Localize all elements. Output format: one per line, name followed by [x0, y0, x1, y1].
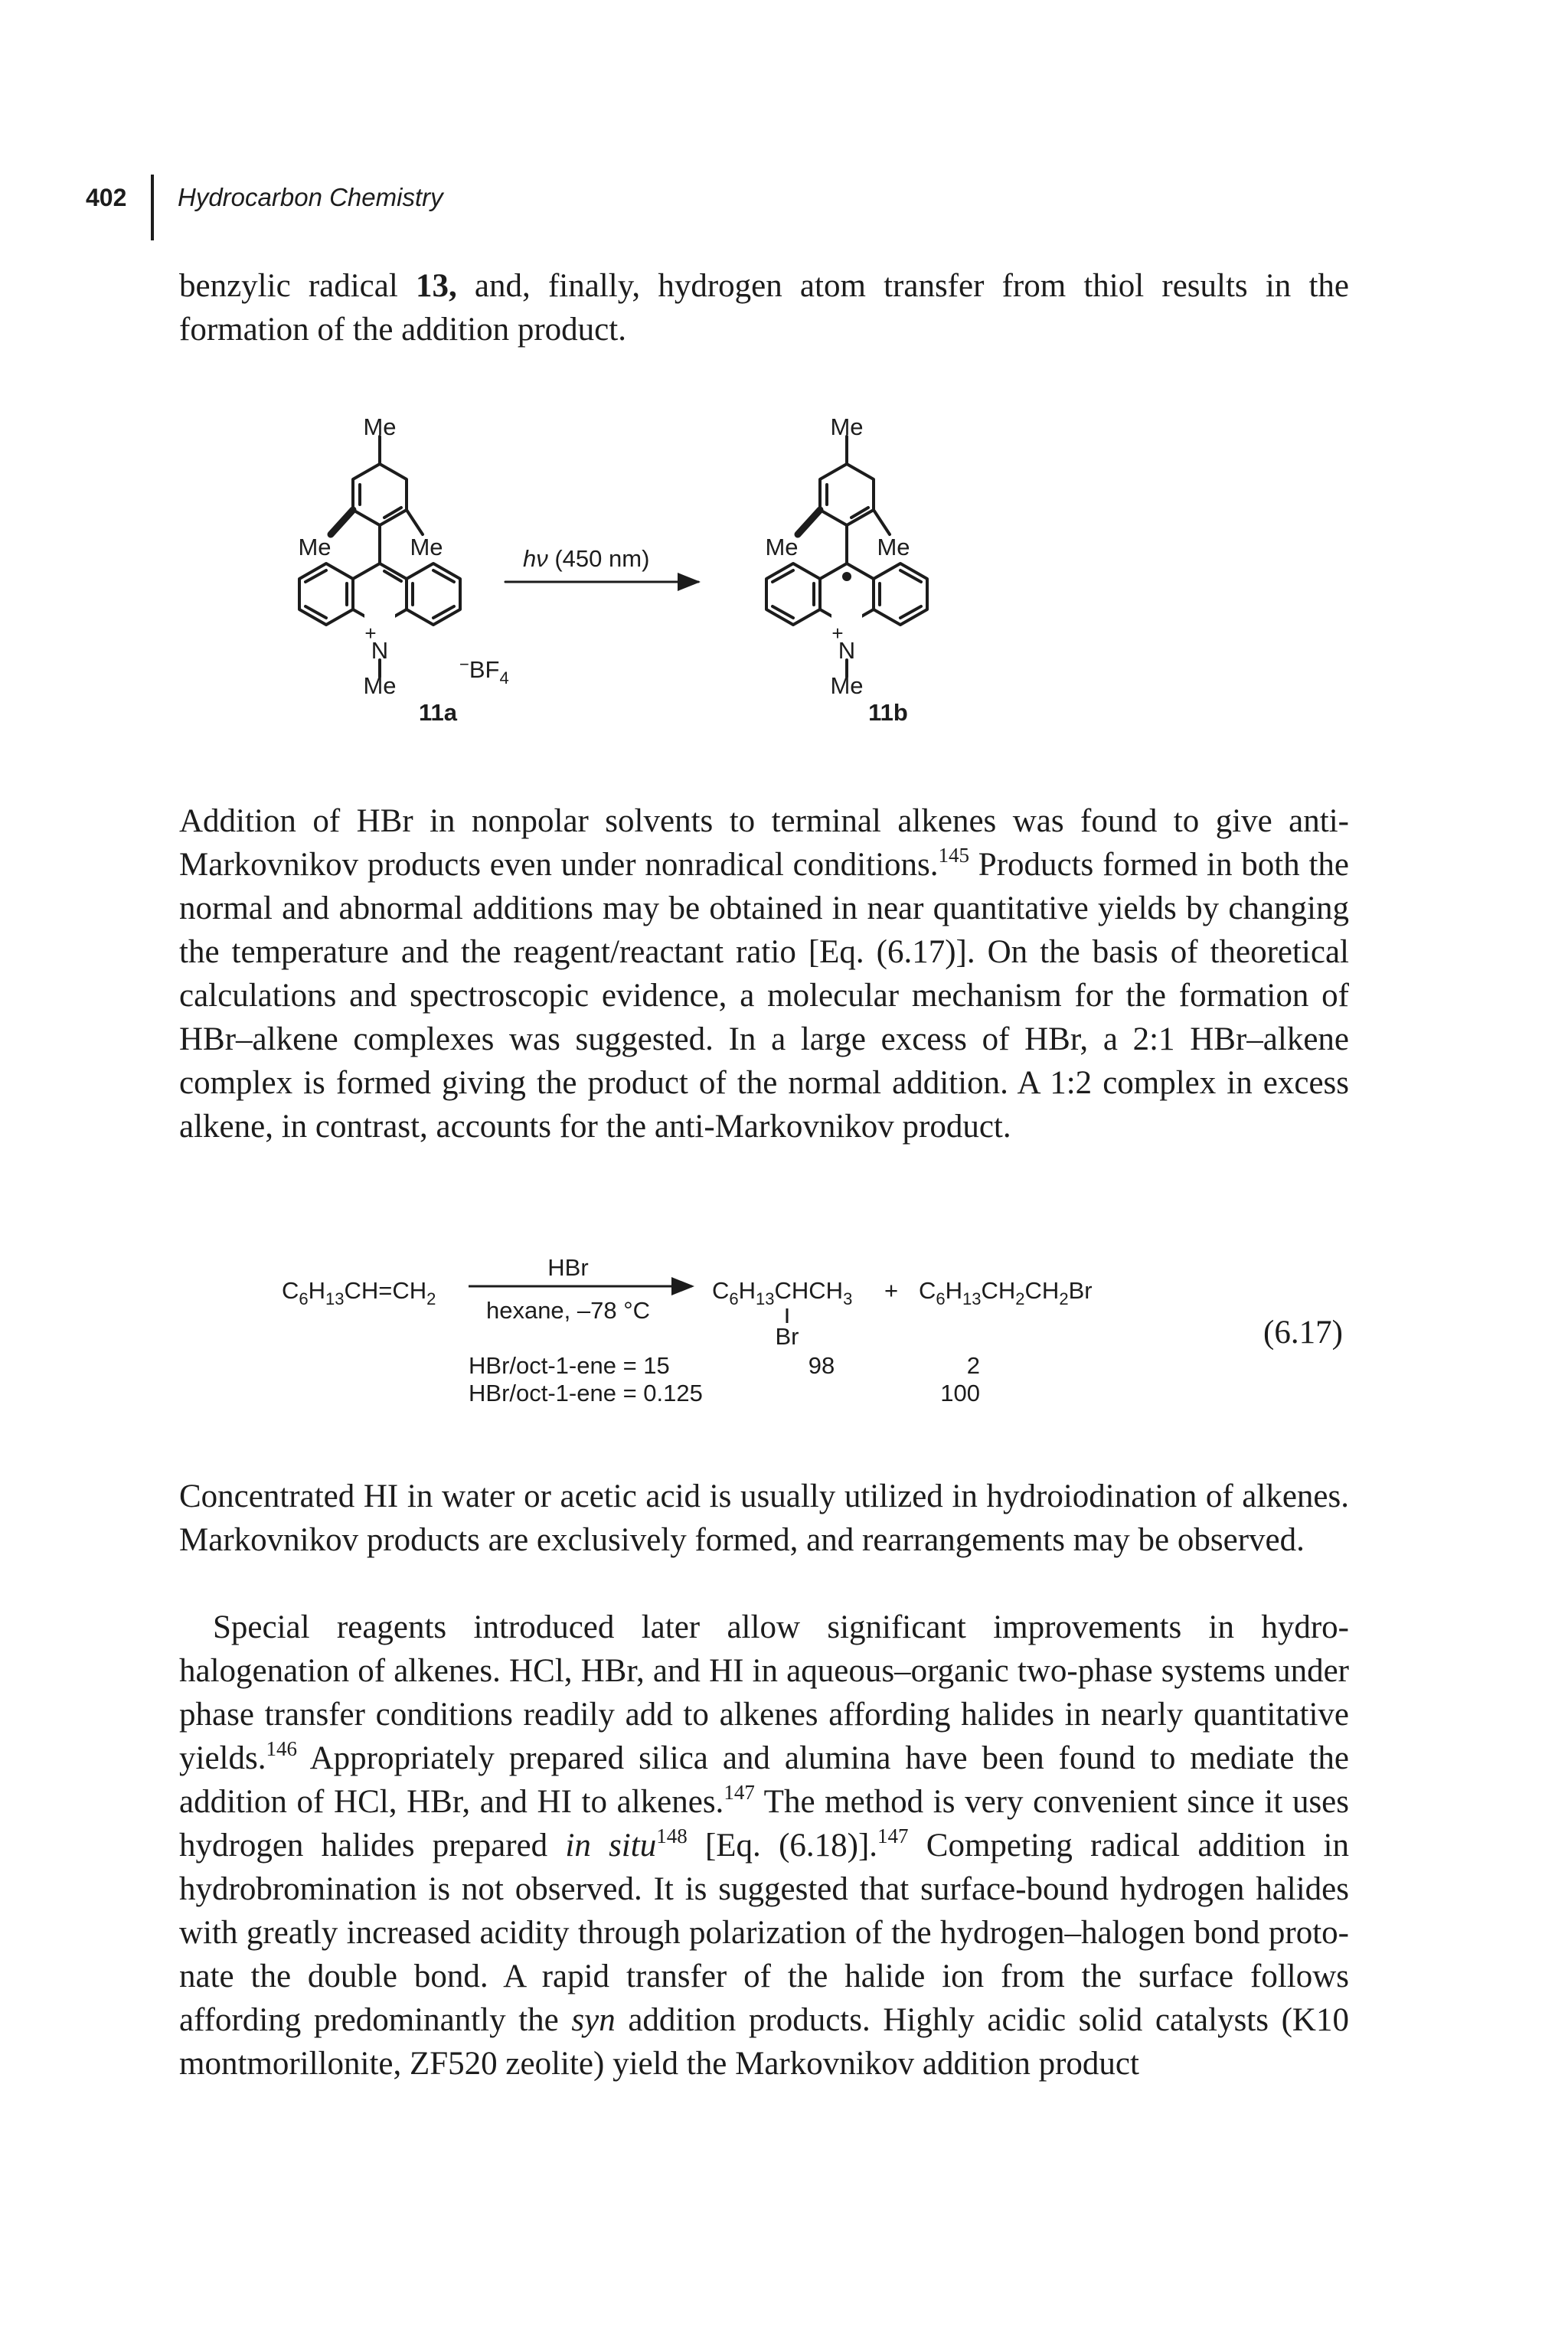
- bromo-substituent: Br: [775, 1323, 799, 1350]
- paragraph-3: Concentrated HI in water or acetic acid is usually utilized in hydroiodination of alkenes. Markovnikov products are exclusively formed, and rearrangements may be observed.: [179, 1478, 1349, 1558]
- page-number: 402: [86, 184, 127, 211]
- reference-147: 147: [877, 1824, 909, 1847]
- paragraph-1: benzylic radical 13, and, finally, hydrogen atom transfer from thiol results in the formation of the addition product.: [179, 268, 1350, 348]
- italic-in-situ: in situ: [565, 1828, 657, 1864]
- product-anti-markovnikov: $C_6H_{13}CH_2CH_2Br$: [919, 1277, 1093, 1308]
- reference-145: 145: [938, 844, 970, 867]
- equation-number: (6.17): [1263, 1315, 1343, 1351]
- positive-charge: +: [831, 622, 844, 645]
- plus-sign: +: [884, 1277, 899, 1304]
- positive-charge: +: [364, 622, 377, 645]
- compound-label-11b: 11b: [868, 699, 908, 726]
- compound-ref-13: 13,: [416, 268, 457, 304]
- reagent-hbr: HBr: [547, 1254, 589, 1281]
- nitrogen-label: N: [371, 637, 389, 664]
- paragraph-2: Addition of HBr in nonpolar solvents to terminal alkenes was found to give anti-Markovnikov products even under nonradical conditions.$^{145}$ Products formed in both the normal and abnormal additions may be obtained in near quantitative yields by changing the temperature and the reagent/reactant ratio [Eq. (6.17)]. On the basis of theoretical calculations and spectroscopic evidence, a molecular mechanism for the formation of HBr–alkene complexes was suggested. In a large excess of HBr, a 2:1 HBr–alkene complex is formed giving the product of the normal addition. A 1:2 complex in excess alkene, in contrast, accounts for the anti-Markovnikov product.: [179, 803, 1349, 1145]
- me-label: Me: [765, 534, 799, 560]
- reactant-octene: $C_6H_{13}CH=CH_2$: [282, 1277, 436, 1308]
- yield-anti-1: 2: [966, 1352, 980, 1379]
- compound-label-11a: 11a: [418, 699, 458, 726]
- arrow-label: hν (450 nm): [523, 545, 650, 572]
- italic-syn: syn: [571, 2002, 616, 2038]
- counterion-label: $^-BF_4$: [459, 655, 509, 688]
- yield-markovnikov-1: 98: [808, 1352, 835, 1379]
- conditions: hexane, –78 °C: [485, 1297, 651, 1324]
- running-title: Hydrocarbon Chemistry: [178, 183, 443, 211]
- me-label: Me: [363, 672, 397, 699]
- ratio-row-1: HBr/oct-1-ene = 15: [469, 1352, 670, 1379]
- me-label: Me: [830, 413, 864, 440]
- reference-146: 146: [266, 1737, 297, 1760]
- me-label: Me: [830, 672, 864, 699]
- nitrogen-label: N: [838, 637, 856, 664]
- reference-148: 148: [656, 1824, 688, 1847]
- me-label: Me: [298, 534, 332, 560]
- paragraph-4: Special reagents introduced later allow significant improvements in hydrohalogenation of alkenes. HCl, HBr, and HI in aqueous–organic two-phase systems under phase transfer conditions readily add to alkenes affording halides in nearly quantitative yields.$^{146}$ Appropriately prepared silica and alumina have been found to mediate the addition of HCl, HBr, and HI to alkenes.$^{147}$ The method is very convenient since it uses hydrogen halides prepared in situ$^{148}$ [Eq. (6.18)].$^{147}$ Competing radical addition in hydrobromination is not observed. It is suggested that surface-bound hydrogen halides with greatly increased acidity through polarization of the hydrogen–halogen bond protonate the double bond. A rapid transfer of the halide ion from the surface follows affording predominantly the syn addition products. Highly acidic solid catalysts (K10 montmorillonite, ZF520 zeolite) yield the Markovnikov addition product: [179, 1609, 1350, 2082]
- product-markovnikov: $C_6H_{13}CHCH_3$: [712, 1277, 853, 1308]
- me-label: Me: [363, 413, 397, 440]
- me-label: Me: [410, 534, 443, 560]
- yield-anti-2: 100: [940, 1380, 980, 1406]
- ratio-row-2: HBr/oct-1-ene = 0.125: [469, 1380, 703, 1406]
- reference-147: 147: [724, 1781, 755, 1804]
- me-label: Me: [877, 534, 910, 560]
